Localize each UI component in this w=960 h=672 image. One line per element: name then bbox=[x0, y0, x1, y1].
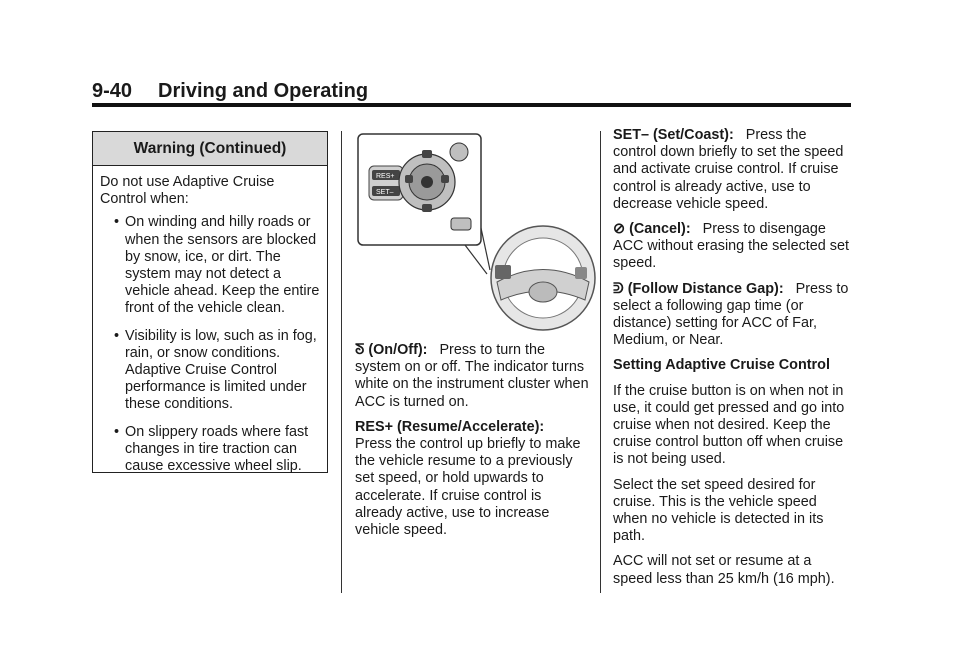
list-item: • On slippery roads where fast changes in tire traction can cause excessive wheel slip. bbox=[114, 423, 309, 475]
set-button-label: SET– bbox=[376, 189, 394, 196]
cancel-paragraph: ⊘ (Cancel): Press to disengage ACC without erasing the selected set speed. bbox=[613, 221, 849, 272]
column-3 bbox=[613, 127, 853, 596]
set-paragraph: SET– (Set/Coast): Press the control down briefly to set the speed and activate cruise control. If cruise control is already active, use to decrease vehicle speed. bbox=[613, 127, 844, 212]
paragraph: If the cruise button is on when not in use, it could get pressed and go into cruise when not desired. Keep the cruise control button off when cruise is not being used. bbox=[613, 382, 845, 468]
list-item: • On winding and hilly roads or when the sensors are blocked by snow, ice, or dirt. The system may not detect a vehicle ahead. Keep the entire front of the vehicle clean. bbox=[114, 214, 320, 317]
header-rule bbox=[92, 103, 851, 107]
column-divider bbox=[600, 131, 601, 593]
cruise-onoff-icon: ᘕ bbox=[355, 342, 365, 358]
section-title: Driving and Operating bbox=[158, 80, 369, 102]
bullet: • bbox=[114, 327, 120, 344]
paragraph: ACC will not set or resume at a speed less than 25 km/h (16 mph). bbox=[613, 553, 835, 587]
gap-paragraph: ᕲ (Follow Distance Gap): Press to select a following gap time (or distance) setting for ACC of Far, Medium, or Near. bbox=[613, 280, 849, 349]
steering-wheel-illustration bbox=[355, 132, 597, 332]
warning-box bbox=[92, 131, 328, 473]
column-2 bbox=[355, 342, 590, 547]
onoff-paragraph: ᘕ (On/Off): Press to turn the system on or off. The indicator turns white on the instrument cluster when ACC is turned on. bbox=[355, 342, 589, 410]
page-number: 9-40 bbox=[92, 80, 133, 102]
follow-gap-icon: ᕲ bbox=[613, 280, 624, 297]
list-item: • Visibility is low, such as in fog, rain, or snow conditions. Adaptive Cruise Control performance is limited under these conditions. bbox=[114, 327, 317, 413]
page-header bbox=[92, 80, 368, 103]
res-button-label: RES+ bbox=[376, 173, 395, 180]
warning-intro: Do not use Adaptive Cruise Control when: bbox=[100, 174, 275, 208]
warning-title: Warning (Continued) bbox=[93, 132, 327, 166]
warning-list bbox=[100, 214, 321, 475]
column-divider bbox=[341, 131, 342, 593]
section-heading: Setting Adaptive Cruise Control bbox=[613, 357, 830, 374]
bullet: • bbox=[114, 423, 120, 440]
resume-paragraph: RES+ (Resume/Accelerate): Press the control up briefly to make the vehicle resume to a previously set speed, or hold upwards to accelerate. If cruise control is already active, use to increase vehicle speed. bbox=[355, 418, 581, 539]
warning-body bbox=[93, 166, 327, 475]
paragraph: Select the set speed desired for cruise. This is the vehicle speed when no vehicle is detected in its path. bbox=[613, 476, 824, 545]
bullet: • bbox=[114, 214, 120, 231]
cancel-icon: ⊘ bbox=[613, 221, 626, 238]
